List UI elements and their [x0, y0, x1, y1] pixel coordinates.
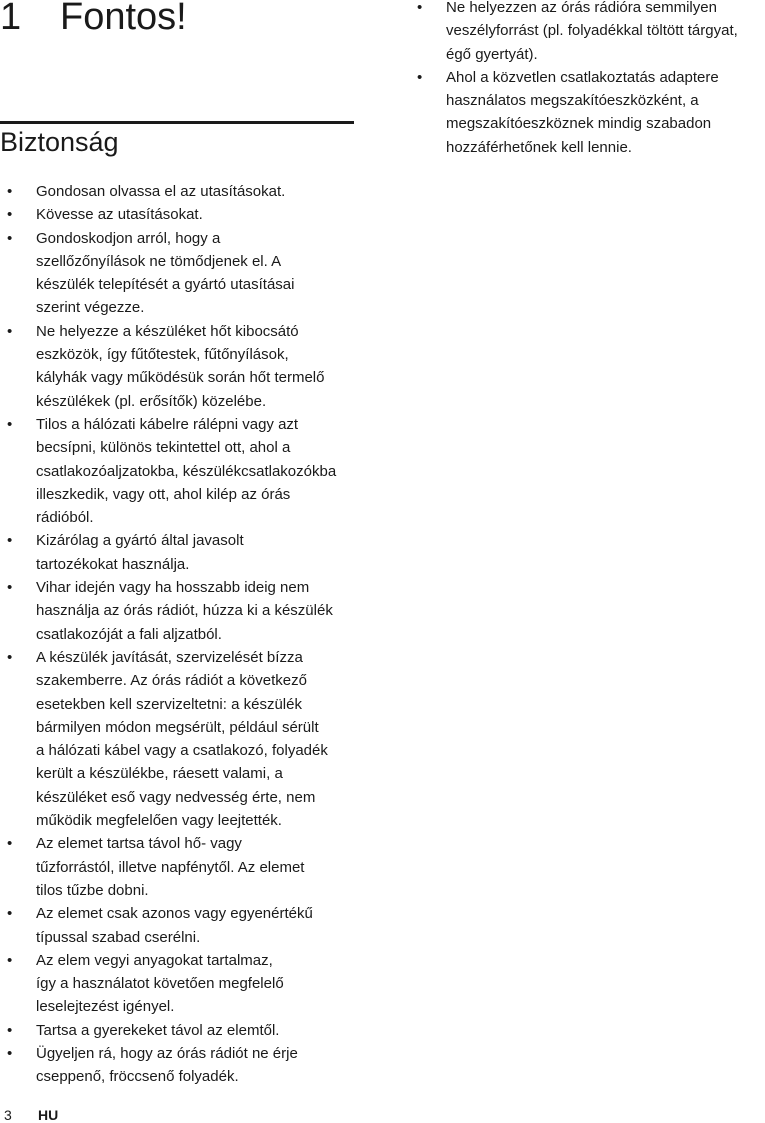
list-item [410, 66, 738, 159]
list-item [0, 832, 336, 902]
list-item-text: megszakítóeszköznek mindig szabadon [446, 115, 712, 133]
list-item [0, 529, 336, 576]
list-item-text: hozzáférhetőnek kell lennie. [446, 138, 632, 156]
bullet-icon: • [7, 322, 13, 340]
list-item-text: becsípni, különös tekintettel ott, ahol a [36, 439, 291, 457]
section-title: Biztonság [0, 127, 119, 157]
chapter-number: 1 [0, 0, 22, 38]
list-item-text: illeszkedik, vagy ott, ahol kilép az órás [36, 485, 291, 503]
list-item-text: használatos megszakítóeszközként, a [446, 92, 699, 110]
list-item-text: Gondosan olvassa el az utasításokat. [36, 183, 286, 200]
bullet-icon: • [7, 951, 13, 969]
list-item [0, 1042, 336, 1089]
bullet-icon: • [7, 206, 13, 224]
list-item-text: Vihar idején vagy ha hosszabb ideig nem [36, 579, 310, 597]
list-item [0, 227, 336, 320]
bullet-icon: • [417, 68, 423, 86]
list-item-text: Tartsa a gyerekeket távol az elemtől. [36, 1021, 280, 1039]
safety-list-right [410, 0, 738, 159]
bullet-icon: • [7, 835, 13, 853]
list-item-text: csatlakozóaljzatokba, készülékcsatlakozókba [36, 462, 337, 480]
list-item [0, 646, 336, 832]
list-item-text: rádióból. [36, 509, 94, 527]
bullet-icon: • [7, 905, 13, 923]
list-item-text: így a használatot követően megfelelő [36, 975, 284, 993]
bullet-icon: • [7, 183, 13, 200]
list-item-text: Ügyeljen rá, hogy az órás rádiót ne érje [36, 1044, 298, 1062]
list-item-text: cseppenő, fröccsenő folyadék. [36, 1068, 239, 1086]
list-item-text: készülékek (pl. erősítők) közelébe. [36, 392, 267, 410]
list-item-text: szakemberre. Az órás rádiót a következő [36, 672, 307, 690]
list-item-text: eszközök, így fűtőtestek, fűtőnyílások, [36, 346, 289, 364]
page-number: 3 [4, 1107, 12, 1123]
bullet-icon: • [417, 0, 423, 16]
list-item-text: készüléket eső vagy nedvesség érte, nem [36, 788, 316, 806]
chapter-title: Fontos! [60, 0, 187, 38]
list-item [0, 949, 336, 1019]
list-item-text: került a készülékbe, ráesett valami, a [36, 765, 283, 783]
list-item-text: Az elemet csak azonos vagy egyenértékű [36, 905, 313, 923]
bullet-icon: • [7, 1021, 13, 1039]
list-item-text: Gondoskodjon arról, hogy a [36, 229, 221, 247]
list-item-text: veszélyforrást (pl. folyadékkal töltött tárgyat, [446, 22, 738, 40]
bullet-icon: • [7, 532, 13, 550]
list-item-text: tilos tűzbe dobni. [36, 881, 149, 899]
list-item [0, 576, 336, 646]
section-divider [0, 121, 354, 124]
bullet-icon: • [7, 415, 13, 433]
bullet-icon: • [7, 579, 13, 597]
list-item-text: tartozékokat használja. [36, 555, 190, 573]
list-item-text: bármilyen módon megsérült, például sérült [36, 718, 319, 736]
list-item-text: esetekben kell szervizeltetni: a készülék [36, 695, 302, 713]
list-item [0, 1019, 336, 1042]
list-item [0, 902, 336, 949]
language-code: HU [38, 1107, 59, 1123]
list-item-text: Ne helyezze a készüléket hőt kibocsátó [36, 322, 299, 340]
list-item-text: Az elem vegyi anyagokat tartalmaz, [36, 951, 273, 969]
list-item-text: Ne helyezzen az órás rádióra semmilyen [446, 0, 717, 16]
list-item-text: használja az órás rádiót, húzza ki a készülék [36, 602, 333, 620]
list-item-text: Az elemet tartsa távol hő- vagy [36, 835, 242, 853]
bullet-icon: • [7, 1044, 13, 1062]
list-item-text: készülék telepítését a gyártó utasításai [36, 276, 295, 294]
list-item-text: Ahol a közvetlen csatlakoztatás adaptere [446, 68, 719, 86]
list-item [0, 203, 336, 226]
list-item-text: A készülék javítását, szervizelését bízza [36, 648, 303, 666]
list-item-text: csatlakozóját a fali aljzatból. [36, 625, 222, 643]
list-item-text: tűzforrástól, illetve napfénytől. Az elemet [36, 858, 305, 876]
list-item-text: égő gyertyát). [446, 45, 538, 63]
list-item-text: a hálózati kábel vagy a csatlakozó, folyadék [36, 742, 328, 760]
list-item [0, 413, 336, 529]
list-item-text: szerint végezze. [36, 299, 145, 317]
list-item-text: szellőzőnyílások ne tömődjenek el. A [36, 252, 282, 270]
list-item-text: működik megfelelően vagy leejtették. [36, 812, 282, 830]
list-item-text: Kizárólag a gyártó által javasolt [36, 532, 244, 550]
list-item-text: kályhák vagy működésük során hőt termelő [36, 369, 325, 387]
list-item [0, 180, 336, 203]
list-item [0, 320, 336, 413]
list-item-text: típussal szabad cserélni. [36, 928, 201, 946]
bullet-icon: • [7, 229, 13, 247]
list-item-text: Tilos a hálózati kábelre rálépni vagy azt [36, 415, 299, 433]
chapter-heading [0, 0, 187, 39]
bullet-icon: • [7, 648, 13, 666]
list-item-text: Kövesse az utasításokat. [36, 206, 203, 224]
safety-list-left [0, 180, 336, 1089]
list-item-text: leselejtezést igényel. [36, 998, 175, 1016]
list-item [410, 0, 738, 66]
